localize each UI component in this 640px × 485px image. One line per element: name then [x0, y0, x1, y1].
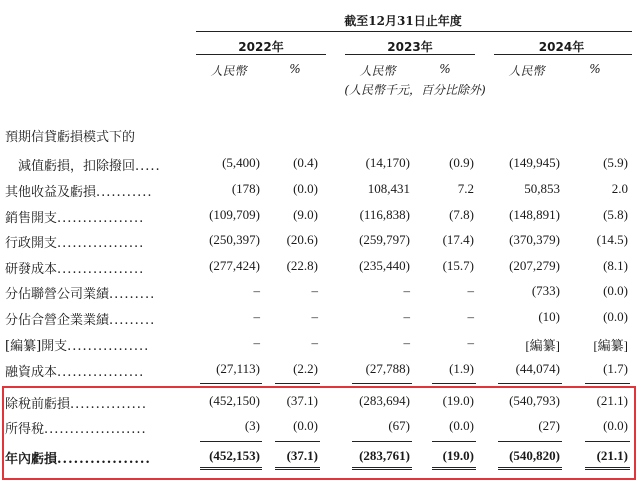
row-value: (0.0)	[449, 418, 474, 433]
row-value: (283,694)	[359, 393, 410, 408]
row-value: (9.0)	[293, 207, 318, 222]
year-2023-rule	[345, 54, 475, 55]
row-value: (277,424)	[209, 258, 260, 273]
row-value: (67)	[388, 418, 410, 433]
row-value: (207,279)	[509, 258, 560, 273]
row-label	[5, 283, 155, 302]
row-value: (7.8)	[449, 207, 474, 222]
row-value: –	[403, 309, 410, 324]
unit-2023-currency: 人民幣	[359, 64, 396, 78]
row-value: –	[467, 283, 474, 298]
year-2024-rule	[494, 54, 632, 55]
subtotal-rule	[432, 383, 476, 384]
period-rule	[196, 31, 632, 32]
row-value: (21.1)	[596, 448, 628, 463]
row-label-text: 減值虧損，扣除撥回	[18, 159, 136, 174]
row-value: (14.5)	[596, 232, 628, 247]
row-value: (5.9)	[603, 155, 628, 170]
highlight-box	[2, 386, 636, 480]
subtotal-rule	[275, 383, 320, 384]
unit-note: (人民幣千元，百分比除外)	[344, 83, 486, 97]
row-label-text: 行政開支	[5, 236, 58, 251]
leader-dots: .................	[57, 365, 145, 380]
row-value: (1.7)	[603, 361, 628, 376]
subtotal-rule	[498, 383, 562, 384]
row-value: –	[311, 283, 318, 298]
leader-dots: .................	[57, 452, 151, 467]
row-value: (0.0)	[603, 418, 628, 433]
row-label-text: 銷售開支	[5, 211, 58, 226]
leader-dots: .....	[135, 159, 161, 174]
row-value: (452,150)	[209, 393, 260, 408]
subtotal-rule	[200, 383, 262, 384]
row-value: (235,440)	[359, 258, 410, 273]
year-2022-rule	[196, 54, 326, 55]
row-value: [編纂]	[593, 338, 628, 353]
row-value: –	[253, 335, 260, 350]
subtotal-rule	[352, 383, 412, 384]
row-value: (15.7)	[442, 258, 474, 273]
row-value: (27,113)	[216, 361, 260, 376]
row-label	[5, 126, 135, 145]
year-2024: 2024年	[538, 40, 585, 54]
leader-dots: ....................	[44, 422, 147, 437]
leader-dots: .........	[109, 313, 156, 328]
row-value: (540,793)	[509, 393, 560, 408]
unit-2023-percent: %	[439, 62, 451, 76]
row-value: –	[467, 335, 474, 350]
year-2022: 2022年	[238, 40, 284, 54]
row-value: (5,400)	[222, 155, 260, 170]
row-label	[5, 207, 144, 226]
row-value: –	[311, 335, 318, 350]
row-label-text: 除稅前虧損	[5, 397, 71, 412]
row-value: (10)	[538, 309, 560, 324]
row-label	[5, 232, 144, 251]
row-value: –	[467, 309, 474, 324]
row-value: (178)	[231, 181, 260, 196]
row-value: (5.8)	[603, 207, 628, 222]
row-value: (0.0)	[603, 309, 628, 324]
row-value: (283,761)	[359, 448, 410, 463]
row-label	[5, 361, 144, 380]
row-label-text: 年內虧損	[5, 452, 58, 467]
row-value: 2.0	[611, 181, 628, 196]
row-label	[5, 335, 149, 354]
row-value: (0.0)	[293, 418, 318, 433]
row-value: (370,379)	[509, 232, 560, 247]
leader-dots: .........	[109, 287, 156, 302]
leader-dots: .................	[57, 262, 145, 277]
row-value: 108,431	[367, 181, 410, 196]
row-label-text: 分佔合營企業業績	[5, 313, 110, 328]
row-value: (452,153)	[209, 448, 260, 463]
unit-2022-percent: %	[289, 62, 301, 76]
row-value: (44,074)	[515, 361, 560, 376]
subtotal-rule	[585, 383, 630, 384]
row-label-text: 研發成本	[5, 262, 58, 277]
row-value: (109,709)	[209, 207, 260, 222]
row-value: (14,170)	[365, 155, 410, 170]
row-value: (37.1)	[286, 393, 318, 408]
row-value: (1.9)	[449, 361, 474, 376]
row-value: (733)	[531, 283, 560, 298]
row-label-text: 預期信貸虧損模式下的	[5, 130, 136, 145]
row-value: (19.0)	[442, 393, 474, 408]
unit-2024-percent: %	[589, 62, 601, 76]
row-value: (37.1)	[286, 448, 318, 463]
row-value: 50,853	[524, 181, 560, 196]
row-value: –	[253, 309, 260, 324]
row-value: (0.4)	[293, 155, 318, 170]
row-value: (540,820)	[509, 448, 560, 463]
row-value: [編纂]	[525, 338, 560, 353]
row-label	[5, 181, 152, 200]
row-label-text: [編纂]開支	[5, 339, 68, 354]
row-value: (0.0)	[603, 283, 628, 298]
row-value: (8.1)	[603, 258, 628, 273]
row-value: (259,797)	[359, 232, 410, 247]
row-value: (2.2)	[293, 361, 318, 376]
row-label-text: 融資成本	[5, 365, 58, 380]
leader-dots: .................	[57, 236, 145, 251]
row-label	[5, 258, 144, 277]
period-header: 截至12月31日止年度	[344, 14, 462, 28]
row-value: (250,397)	[209, 232, 260, 247]
row-label	[5, 309, 155, 328]
leader-dots: ...............	[70, 397, 148, 412]
row-value: –	[311, 309, 318, 324]
row-value: –	[403, 335, 410, 350]
row-label-text: 其他收益及虧損	[5, 185, 97, 200]
row-value: –	[253, 283, 260, 298]
leader-dots: ...........	[96, 185, 153, 200]
row-value: (21.1)	[596, 393, 628, 408]
row-label-text: 所得稅	[5, 422, 45, 437]
row-value: (22.8)	[286, 258, 318, 273]
row-value: (148,891)	[509, 207, 560, 222]
row-value: (19.0)	[442, 448, 474, 463]
leader-dots: .................	[57, 211, 145, 226]
row-value: (27)	[538, 418, 560, 433]
row-value: (149,945)	[509, 155, 560, 170]
leader-dots: ................	[67, 339, 150, 354]
row-label-text: 分佔聯營公司業績	[5, 287, 110, 302]
row-value: 7.2	[457, 181, 474, 196]
year-2023: 2023年	[387, 40, 433, 54]
row-value: (116,838)	[359, 207, 410, 222]
row-value: (27,788)	[365, 361, 410, 376]
unit-2022-currency: 人民幣	[210, 64, 247, 78]
row-label	[18, 155, 161, 174]
row-value: (3)	[244, 418, 260, 433]
row-value: (0.0)	[293, 181, 318, 196]
unit-2024-currency: 人民幣	[508, 64, 545, 78]
row-value: (20.6)	[286, 232, 318, 247]
row-value: –	[403, 283, 410, 298]
row-value: (0.9)	[449, 155, 474, 170]
row-value: (17.4)	[442, 232, 474, 247]
